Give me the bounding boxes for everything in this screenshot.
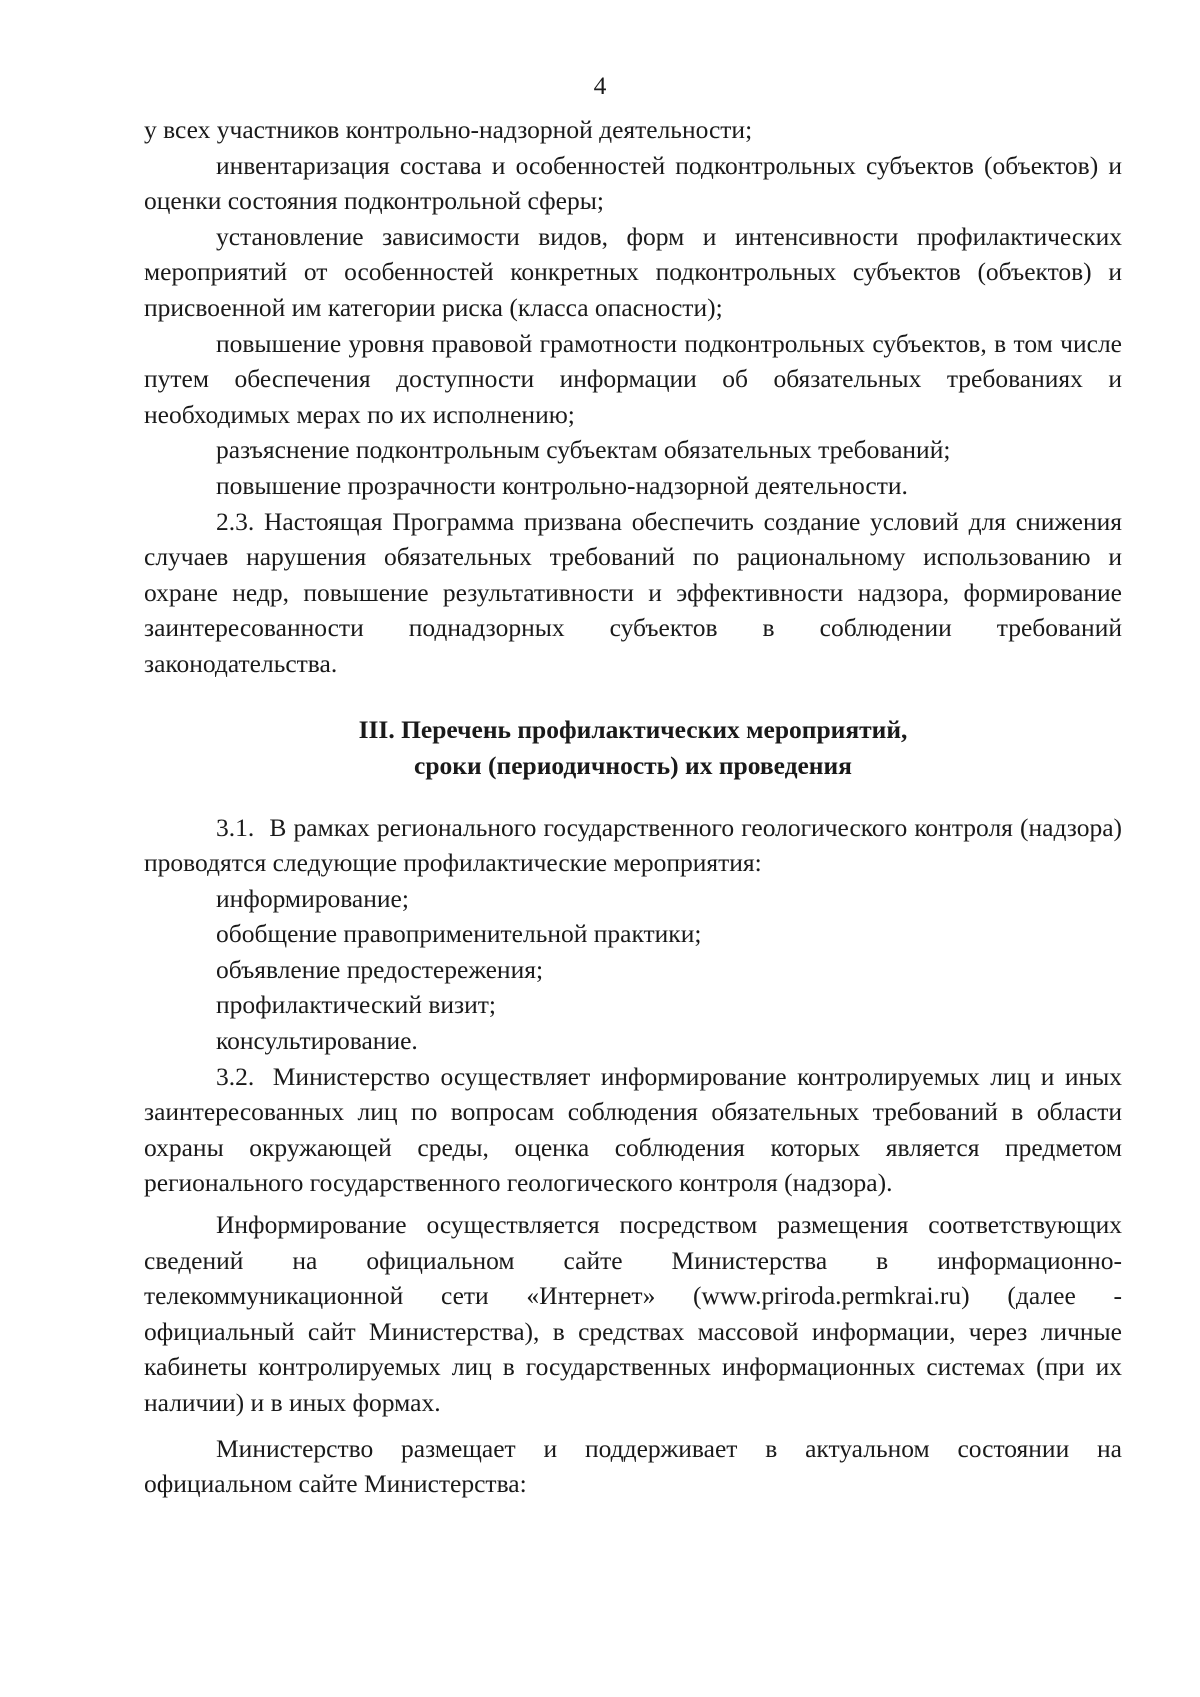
list-item: обобщение правоприменительной практики; — [216, 919, 702, 949]
document-body — [144, 112, 1122, 1502]
paragraph: разъяснение подконтрольным субъектам обязательных требований; — [216, 435, 951, 465]
paragraph: Министерство размещает и поддерживает в актуальном состоянии на официальном сайте Министерства: — [144, 1433, 1122, 1499]
paragraph: инвентаризация состава и особенностей подконтрольных субъектов (объектов) и оценки состояния подконтрольной сферы; — [144, 150, 1122, 216]
clause-number: 3.2. — [216, 1061, 255, 1091]
page-number: 4 — [593, 71, 607, 100]
list-item: профилактический визит; — [216, 990, 496, 1020]
clause-number: 3.1. — [216, 812, 255, 842]
section-heading-line-2: сроки (периодичность) их проведения — [414, 750, 852, 780]
paragraph: установление зависимости видов, форм и интенсивности профилактических мероприятий от особенностей конкретных подконтрольных субъектов (объектов) и присвоенной им категории риска (класса опасности); — [144, 221, 1122, 322]
clause-text: В рамках регионального государственного геологического контроля (надзора) проводятся следующие профилактические мероприятия: — [144, 812, 1122, 878]
list-item: информирование; — [216, 883, 409, 913]
list-item: консультирование. — [216, 1026, 418, 1056]
section-heading — [144, 712, 1122, 784]
clause-text: Настоящая Программа призвана обеспечить создание условий для снижения случаев нарушения обязательных требований по рациональному использованию и охране недр, повышение результативности и эффективности надзора, формирование заинтересованности поднадзорных субъектов в соблюдении требований законодательства. — [144, 506, 1123, 678]
clause-3-1 — [144, 810, 1122, 881]
clause-2-3 — [144, 504, 1122, 682]
paragraph: повышение уровня правовой грамотности подконтрольных субъектов, в том числе путем обеспечения доступности информации об обязательных требованиях и необходимых мерах по их исполнению; — [144, 328, 1122, 429]
clause-text: Министерство осуществляет информирование контролируемых лиц и иных заинтересованных лиц по вопросам соблюдения обязательных требований в области охраны окружающей среды, оценка соблюдения которых является предметом регионального государственного геологического контроля (надзора). — [144, 1061, 1123, 1198]
clause-3-2 — [144, 1059, 1122, 1201]
paragraph: повышение прозрачности контрольно-надзорной деятельности. — [216, 470, 908, 500]
list-item: объявление предостережения; — [216, 954, 544, 984]
section-heading-line-1: III. Перечень профилактических мероприятий, — [358, 714, 908, 744]
clause-number: 2.3. — [216, 506, 255, 536]
paragraph: Информирование осуществляется посредством размещения соответствующих сведений на официальном сайте Министерства в информационно-телекоммуникационной сети «Интернет» (www.priroda.permkrai.ru) (далее - официальный сайт Министерства), в средствах массовой информации, через личные кабинеты контролируемых лиц в государственных информационных системах (при их наличии) и в иных формах. — [144, 1210, 1122, 1417]
paragraph: у всех участников контрольно-надзорной деятельности; — [144, 115, 753, 144]
